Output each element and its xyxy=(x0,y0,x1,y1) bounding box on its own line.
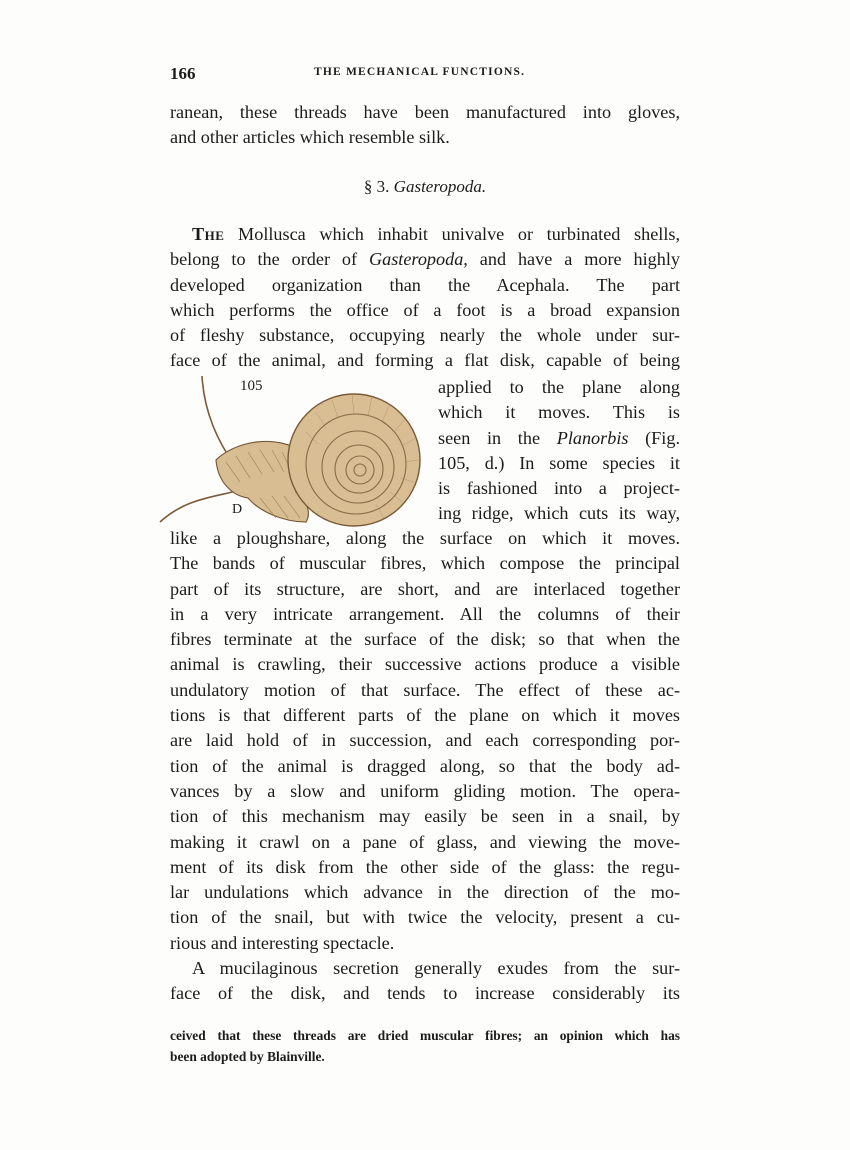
section-heading xyxy=(170,177,680,197)
text-line: and other articles which resemble silk. xyxy=(170,127,450,148)
footnote-line: ceived that these threads are dried muscular fibres; an opinion which has xyxy=(170,1028,680,1043)
text-line: vances by a slow and uniform gliding motion. The opera- xyxy=(170,780,680,801)
paragraph-foot-mechanism xyxy=(170,526,680,956)
italic-term: Planorbis xyxy=(556,427,629,448)
text-line: A mucilaginous secretion generally exudes from the sur- xyxy=(192,958,680,978)
text-line: ing ridge, which cuts its way, xyxy=(438,503,680,524)
text-fragment: belong to the order of xyxy=(170,249,369,270)
text-fragment: Mollusca which inhabit univalve or turbinated shells, xyxy=(224,224,680,244)
planorbis-snail-icon xyxy=(156,372,432,532)
text-line: 105, d.) In some species it xyxy=(438,452,680,473)
page-number: 166 xyxy=(170,64,196,83)
text-line: lar undulations which advance in the direction of the mo- xyxy=(170,882,680,903)
text-line: applied to the plane along xyxy=(438,377,680,397)
text-line: tion of the animal is dragged along, so that the body ad- xyxy=(170,755,680,776)
text-line: is fashioned into a project- xyxy=(438,478,680,499)
text-line: tion of this mechanism may easily be seen in a snail, by xyxy=(170,806,680,827)
paragraph-mucilaginous xyxy=(170,956,680,1007)
text-line xyxy=(170,222,680,247)
text-line: in a very intricate arrangement. All the columns of their xyxy=(170,603,680,624)
text-line: animal is crawling, their successive actions produce a visible xyxy=(170,654,680,675)
text-line: which it moves. This is xyxy=(438,402,680,423)
text-line: The bands of muscular fibres, which compose the principal xyxy=(170,553,680,574)
text-fragment: (Fig. xyxy=(628,427,680,448)
text-line: rious and interesting spectacle. xyxy=(170,932,395,953)
text-line: undulatory motion of that surface. The effect of these ac- xyxy=(170,679,680,700)
text-line: which performs the office of a foot is a broad expansion xyxy=(170,299,680,320)
page-header xyxy=(170,64,680,88)
text-line: of fleshy substance, occupying nearly the whole under sur- xyxy=(170,325,680,346)
text-line: tion of the snail, but with twice the velocity, present a cu- xyxy=(170,907,680,928)
text-line: ment of its disk from the other side of the glass: the regu- xyxy=(170,856,680,877)
text-line xyxy=(170,247,680,272)
running-head: THE MECHANICAL FUNCTIONS. xyxy=(314,66,526,78)
text-line: face of the animal, and forming a flat disk, capable of being xyxy=(170,350,680,371)
section-title: Gasteropoda. xyxy=(393,177,487,196)
text-line: tions is that different parts of the plane on which it moves xyxy=(170,705,680,726)
text-line: making it crawl on a pane of glass, and viewing the move- xyxy=(170,831,680,852)
figure-wrap-text xyxy=(438,375,680,527)
paragraph-gasteropoda xyxy=(170,222,680,374)
text-line: developed organization than the Acephala. The part xyxy=(170,274,680,295)
text-line: face of the disk, and tends to increase considerably its xyxy=(170,983,680,1004)
lead-caps: The xyxy=(192,224,225,244)
tentacle-lower xyxy=(160,490,243,522)
text-fragment: seen in the xyxy=(438,427,557,448)
text-line xyxy=(438,426,680,451)
italic-term: Gasteropoda, xyxy=(369,249,468,270)
paragraph-continuation xyxy=(170,100,680,151)
footnote-line: been adopted by Blainville. xyxy=(170,1049,325,1064)
text-line: part of its structure, are short, and are interlaced together xyxy=(170,578,680,599)
text-line: like a ploughshare, along the surface on which it moves. xyxy=(170,528,680,548)
text-line: are laid hold of in succession, and each corresponding por- xyxy=(170,730,680,751)
figure-planorbis xyxy=(156,372,432,532)
figure-letter: D xyxy=(232,502,243,517)
section-mark: § 3. xyxy=(363,177,390,196)
text-line: ranean, these threads have been manufactured into gloves, xyxy=(170,102,680,122)
text-line: fibres terminate at the surface of the disk; so that when the xyxy=(170,629,680,650)
figure-number: 105 xyxy=(240,378,263,394)
footnote xyxy=(170,1025,680,1067)
text-fragment: and have a more highly xyxy=(467,249,680,270)
